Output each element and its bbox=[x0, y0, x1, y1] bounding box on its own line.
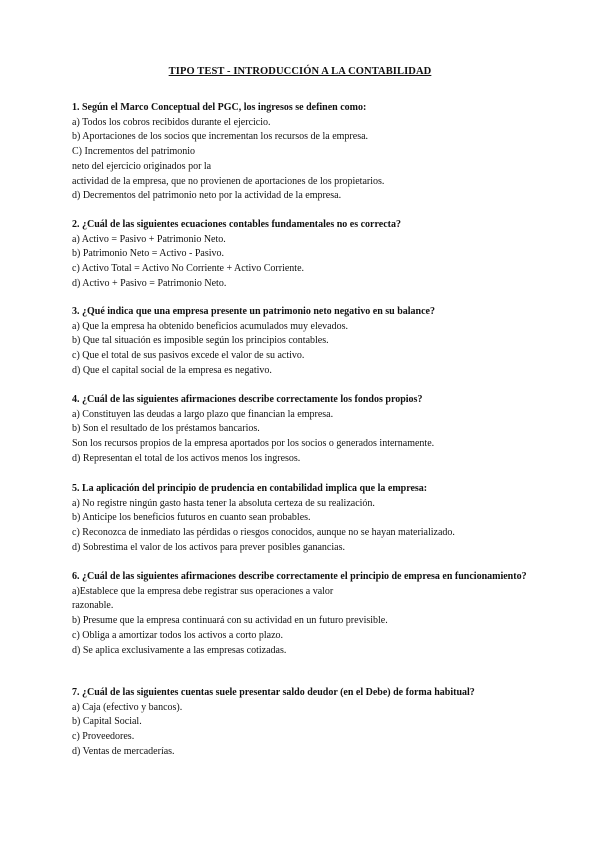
answer-option: C) Incrementos del patrimonio bbox=[72, 146, 196, 158]
question-title: 3. ¿Qué indica que una empresa presente un patrimonio neto negativo en su balance? bbox=[72, 306, 435, 317]
question-1 bbox=[72, 101, 542, 204]
answer-option: b) Aportaciones de los socios que incrementan los recursos de la empresa. bbox=[72, 131, 369, 143]
answer-option: Son los recursos propios de la empresa aportados por los socios o generados internamente. bbox=[72, 438, 435, 450]
answer-option: b) Patrimonio Neto = Activo - Pasivo. bbox=[72, 248, 225, 260]
question-title: 4. ¿Cuál de las siguientes afirmaciones describe correctamente los fondos propios? bbox=[72, 394, 423, 405]
answer-option: a) Todos los cobros recibidos durante el ejercicio. bbox=[72, 116, 271, 128]
answer-option-continuation: neto del ejercicio originados por la bbox=[72, 160, 212, 172]
answer-option: d) Sobrestima el valor de los activos para prever posibles ganancias. bbox=[72, 541, 345, 553]
answer-option: d) Se aplica exclusivamente a las empresas cotizadas. bbox=[72, 644, 287, 656]
answer-option: b) Que tal situación es imposible según los principios contables. bbox=[72, 335, 329, 347]
answer-option: c) Activo Total = Activo No Corriente + Activo Corriente. bbox=[72, 263, 305, 275]
answer-option: b) Anticipe los beneficios futuros en cuanto sean probables. bbox=[72, 512, 311, 524]
question-5 bbox=[72, 482, 542, 556]
question-4 bbox=[72, 393, 542, 467]
answer-option-continuation: razonable. bbox=[72, 600, 114, 612]
answer-option: a) Constituyen las deudas a largo plazo que financian la empresa. bbox=[72, 408, 334, 420]
question-title: 1. Según el Marco Conceptual del PGC, los ingresos se definen como: bbox=[72, 102, 367, 113]
answer-option: c) Obliga a amortizar todos los activos a corto plazo. bbox=[72, 629, 284, 641]
answer-option: c) Proveedores. bbox=[72, 731, 135, 743]
answer-option: b) Capital Social. bbox=[72, 716, 142, 728]
answer-option: a) Caja (efectivo y bancos). bbox=[72, 701, 183, 713]
question-7 bbox=[72, 686, 542, 760]
document-title: TIPO TEST - INTRODUCCIÓN A LA CONTABILIDAD bbox=[168, 66, 432, 77]
answer-option: d) Activo + Pasivo = Patrimonio Neto. bbox=[72, 277, 227, 289]
answer-option: b) Presume que la empresa continuará con su actividad en un futuro previsible. bbox=[72, 615, 388, 627]
question-6 bbox=[72, 570, 542, 658]
question-2 bbox=[72, 218, 542, 292]
question-title: 7. ¿Cuál de las siguientes cuentas suele presentar saldo deudor (en el Debe) de forma habitual? bbox=[72, 687, 475, 698]
answer-option: a) No registre ningún gasto hasta tener la absoluta certeza de su realización. bbox=[72, 497, 375, 509]
question-title: 6. ¿Cuál de las siguientes afirmaciones describe correctamente el principio de empresa en funcionamiento? bbox=[72, 571, 527, 582]
answer-option: c) Que el total de sus pasivos excede el valor de su activo. bbox=[72, 350, 305, 362]
question-title: 2. ¿Cuál de las siguientes ecuaciones contables fundamentales no es correcta? bbox=[72, 219, 401, 230]
answer-option: a)Establece que la empresa debe registrar sus operaciones a valor bbox=[72, 585, 334, 597]
answer-option-continuation: actividad de la empresa, que no provienen de aportaciones de los propietarios. bbox=[72, 175, 385, 187]
answer-option: a) Que la empresa ha obtenido beneficios acumulados muy elevados. bbox=[72, 320, 349, 332]
answer-option: a) Activo = Pasivo + Patrimonio Neto. bbox=[72, 233, 226, 245]
question-3 bbox=[72, 305, 542, 379]
answer-option: d) Decrementos del patrimonio neto por la actividad de la empresa. bbox=[72, 190, 342, 202]
answer-option: d) Que el capital social de la empresa es negativo. bbox=[72, 364, 272, 376]
answer-option: d) Ventas de mercaderías. bbox=[72, 745, 175, 757]
answer-option: c) Reconozca de inmediato las pérdidas o riesgos conocidos, aunque no se hayan materializado. bbox=[72, 527, 455, 539]
answer-option: b) Son el resultado de los préstamos bancarios. bbox=[72, 423, 260, 435]
question-title: 5. La aplicación del principio de prudencia en contabilidad implica que la empresa: bbox=[72, 483, 428, 494]
answer-option: d) Representan el total de los activos menos los ingresos. bbox=[72, 452, 301, 464]
